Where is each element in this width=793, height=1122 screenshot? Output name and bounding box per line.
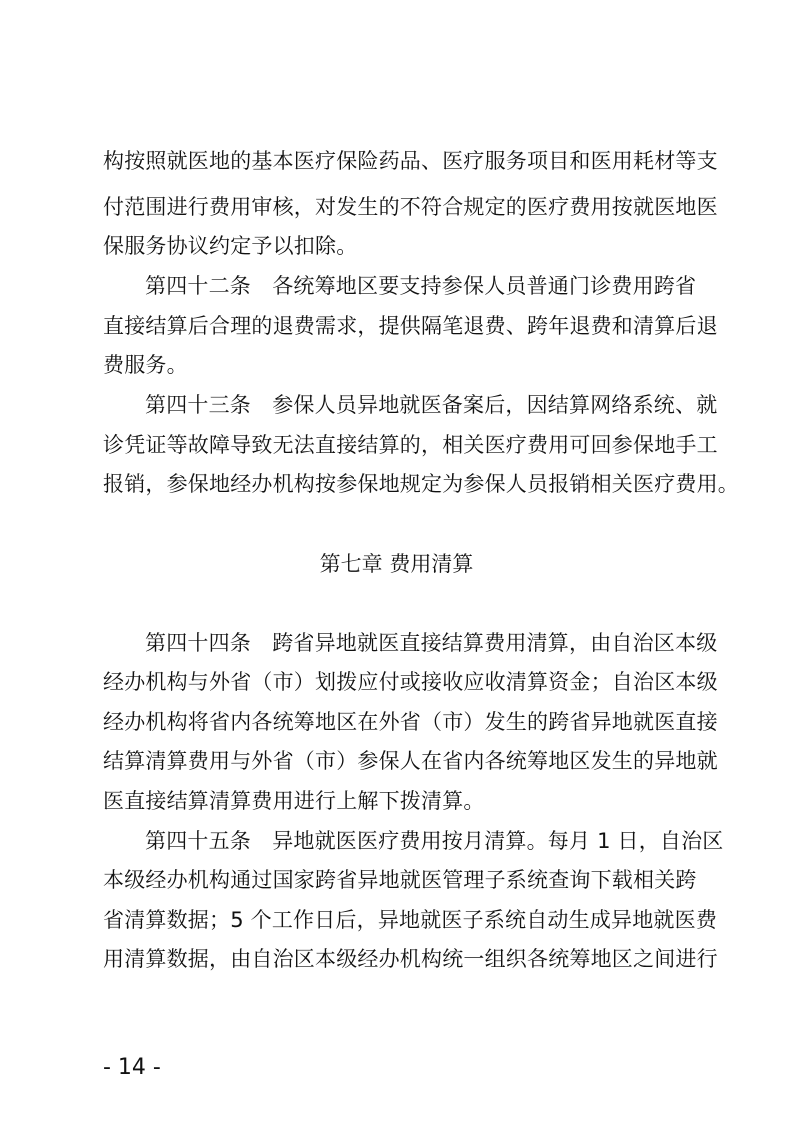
article-43-line: 第四十三条 参保人员异地就医备案后，因结算网络系统、就 bbox=[145, 393, 718, 417]
paragraph-line: 付范围进行费用审核，对发生的不符合规定的医疗费用按就医地医 bbox=[103, 195, 718, 219]
article-42-line: 第四十二条 各统筹地区要支持参保人员普通门诊费用跨省 bbox=[145, 274, 697, 298]
article-44-line: 经办机构与外省（市）划拨应付或接收应收清算资金；自治区本级 bbox=[103, 670, 718, 694]
chapter-title: 第七章 费用清算 bbox=[319, 552, 474, 576]
article-42-line: 直接结算后合理的退费需求，提供隔笔退费、跨年退费和清算后退 bbox=[103, 314, 718, 338]
article-45-line: 本级经办机构通过国家跨省异地就医管理子系统查询下载相关跨 bbox=[103, 868, 697, 892]
article-42-line: 费服务。 bbox=[103, 353, 188, 377]
article-45-line: 用清算数据，由自治区本级经办机构统一组织各统筹地区之间进行 bbox=[103, 947, 718, 971]
article-45-line: 省清算数据；5 个工作日后，异地就医子系统自动生成异地就医费 bbox=[103, 908, 718, 932]
article-45-line: 第四十五条 异地就医医疗费用按月清算。每月 1 日，自治区 bbox=[145, 829, 724, 853]
article-44-line: 第四十四条 跨省异地就医直接结算费用清算，由自治区本级 bbox=[145, 631, 718, 655]
page-number: - 14 - bbox=[103, 1055, 161, 1080]
article-44-line: 经办机构将省内各统筹地区在外省（市）发生的跨省异地就医直接 bbox=[103, 710, 718, 734]
article-44-line: 结算清算费用与外省（市）参保人在省内各统筹地区发生的异地就 bbox=[103, 749, 718, 773]
article-44-line: 医直接结算清算费用进行上解下拨清算。 bbox=[103, 789, 485, 813]
paragraph-line: 保服务协议约定予以扣除。 bbox=[103, 234, 358, 258]
paragraph-line: 构按照就医地的基本医疗保险药品、医疗服务项目和医用耗材等支 bbox=[103, 149, 718, 173]
article-43-line: 诊凭证等故障导致无法直接结算的，相关医疗费用可回参保地手工 bbox=[103, 433, 718, 457]
article-43-line: 报销，参保地经办机构按参保地规定为参保人员报销相关医疗费用。 bbox=[103, 472, 739, 496]
